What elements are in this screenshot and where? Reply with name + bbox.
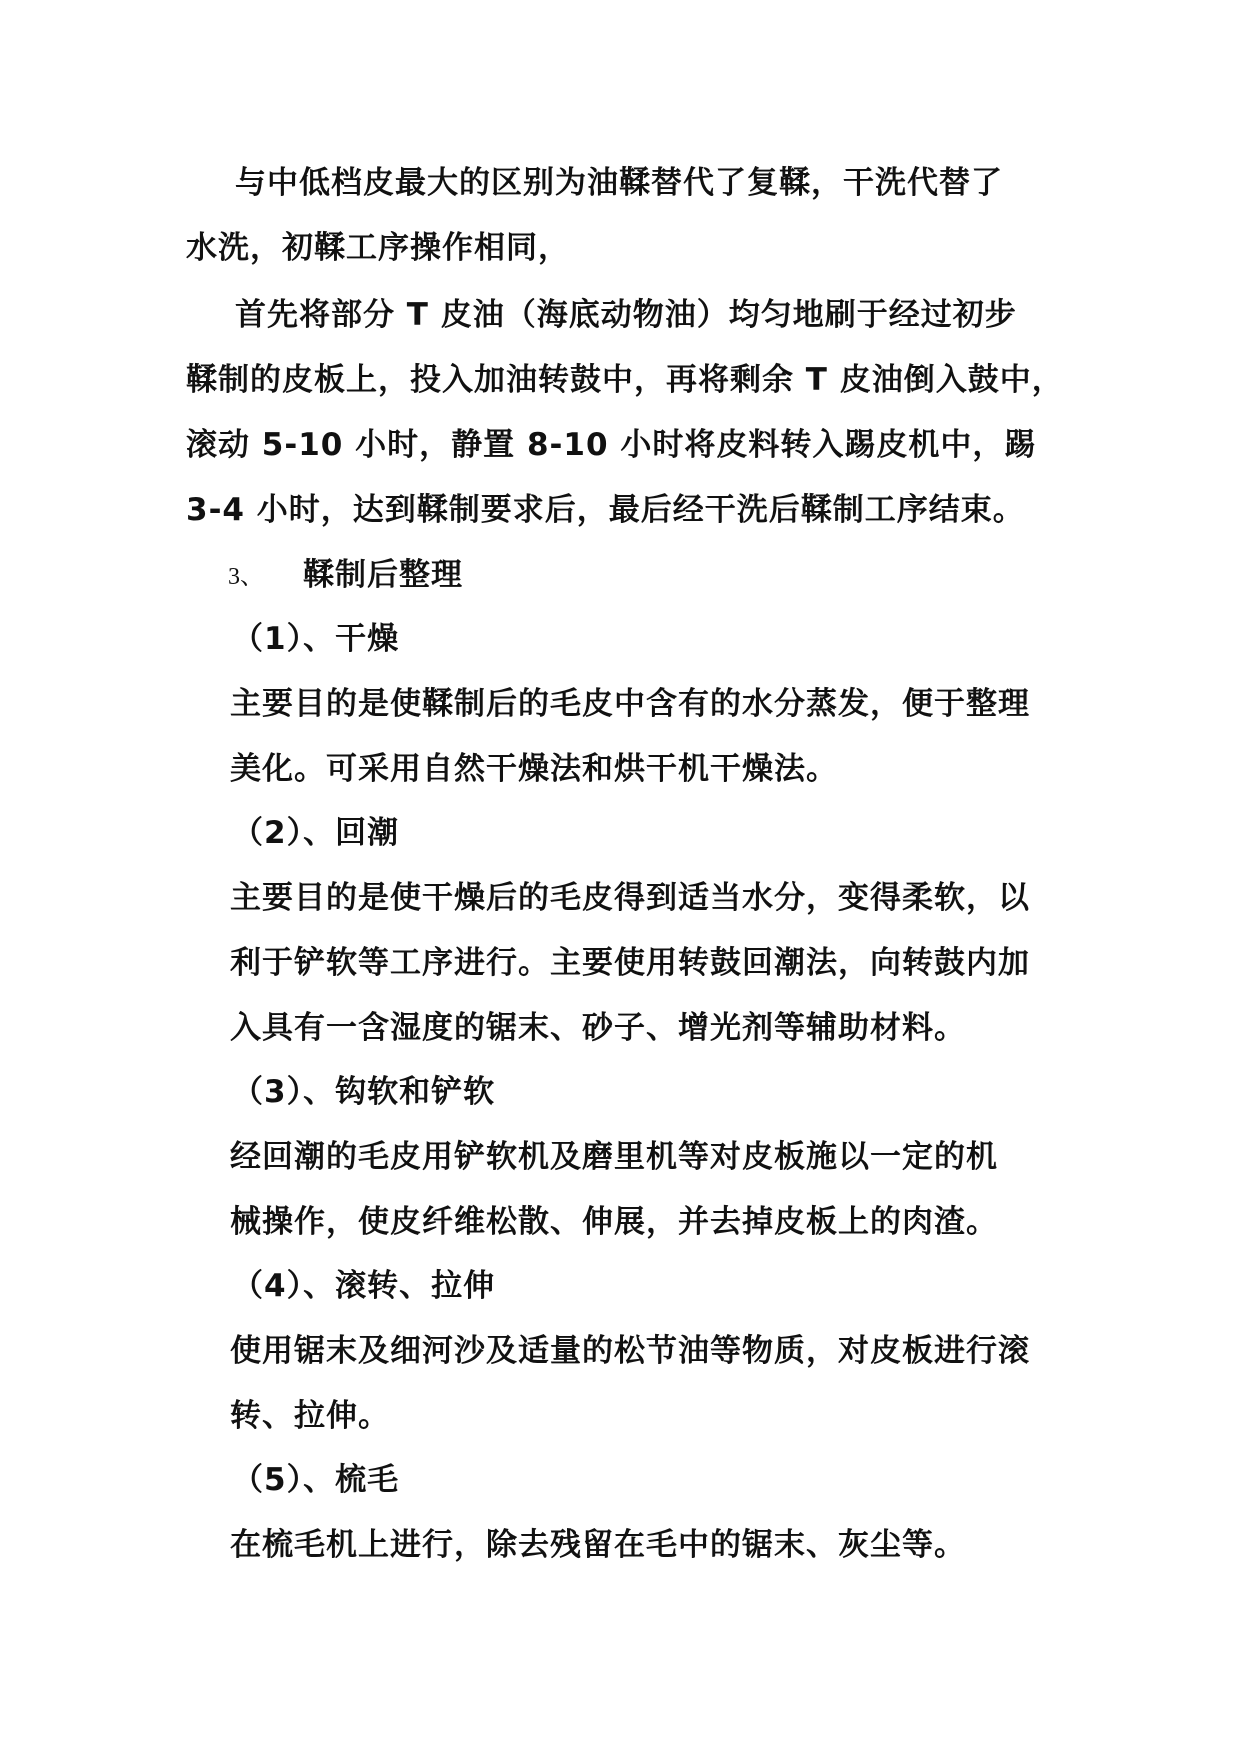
para2-line4: 3-4 小时，达到鞣制要求后，最后经干洗后鞣制工序结束。 [186, 492, 1025, 528]
item2-line2: 利于铲软等工序进行。主要使用转鼓回潮法，向转鼓内加 [230, 945, 1030, 981]
item1-heading: （1）、干燥 [232, 621, 400, 657]
section3-title: 鞣制后整理 [303, 557, 463, 593]
item2-line3: 入具有一含湿度的锯末、砂子、增光剂等辅助材料。 [230, 1010, 966, 1046]
item2-line1: 主要目的是使干燥后的毛皮得到适当水分，变得柔软，以 [230, 880, 1030, 916]
item3-line2: 械操作，使皮纤维松散、伸展，并去掉皮板上的肉渣。 [230, 1204, 998, 1240]
para2-line1: 首先将部分 T 皮油（海底动物油）均匀地刷于经过初步 [235, 297, 1017, 333]
item5-line1: 在梳毛机上进行，除去残留在毛中的锯末、灰尘等。 [230, 1527, 966, 1563]
para2-line2: 鞣制的皮板上，投入加油转鼓中，再将剩余 T 皮油倒入鼓中， [186, 362, 1064, 398]
para1-line2: 水洗，初鞣工序操作相同， [186, 230, 570, 266]
item3-line1: 经回潮的毛皮用铲软机及磨里机等对皮板施以一定的机 [230, 1139, 998, 1175]
item4-line2: 转、拉伸。 [230, 1398, 390, 1434]
item4-line1: 使用锯末及细河沙及适量的松节油等物质，对皮板进行滚 [230, 1333, 1030, 1369]
para2-line3: 滚动 5-10 小时，静置 8-10 小时将皮料转入踢皮机中，踢 [186, 427, 1037, 463]
item1-line1: 主要目的是使鞣制后的毛皮中含有的水分蒸发，便于整理 [230, 686, 1030, 722]
item2-heading: （2）、回潮 [232, 815, 400, 851]
item3-heading: （3）、钩软和铲软 [232, 1074, 496, 1110]
item1-line2: 美化。可采用自然干燥法和烘干机干燥法。 [230, 751, 838, 787]
section3-number: 3、 [228, 564, 264, 590]
item5-heading: （5）、梳毛 [232, 1462, 400, 1498]
para1-line1: 与中低档皮最大的区别为油鞣替代了复鞣，干洗代替了 [235, 165, 1003, 201]
item4-heading: （4）、滚转、拉伸 [232, 1268, 496, 1304]
